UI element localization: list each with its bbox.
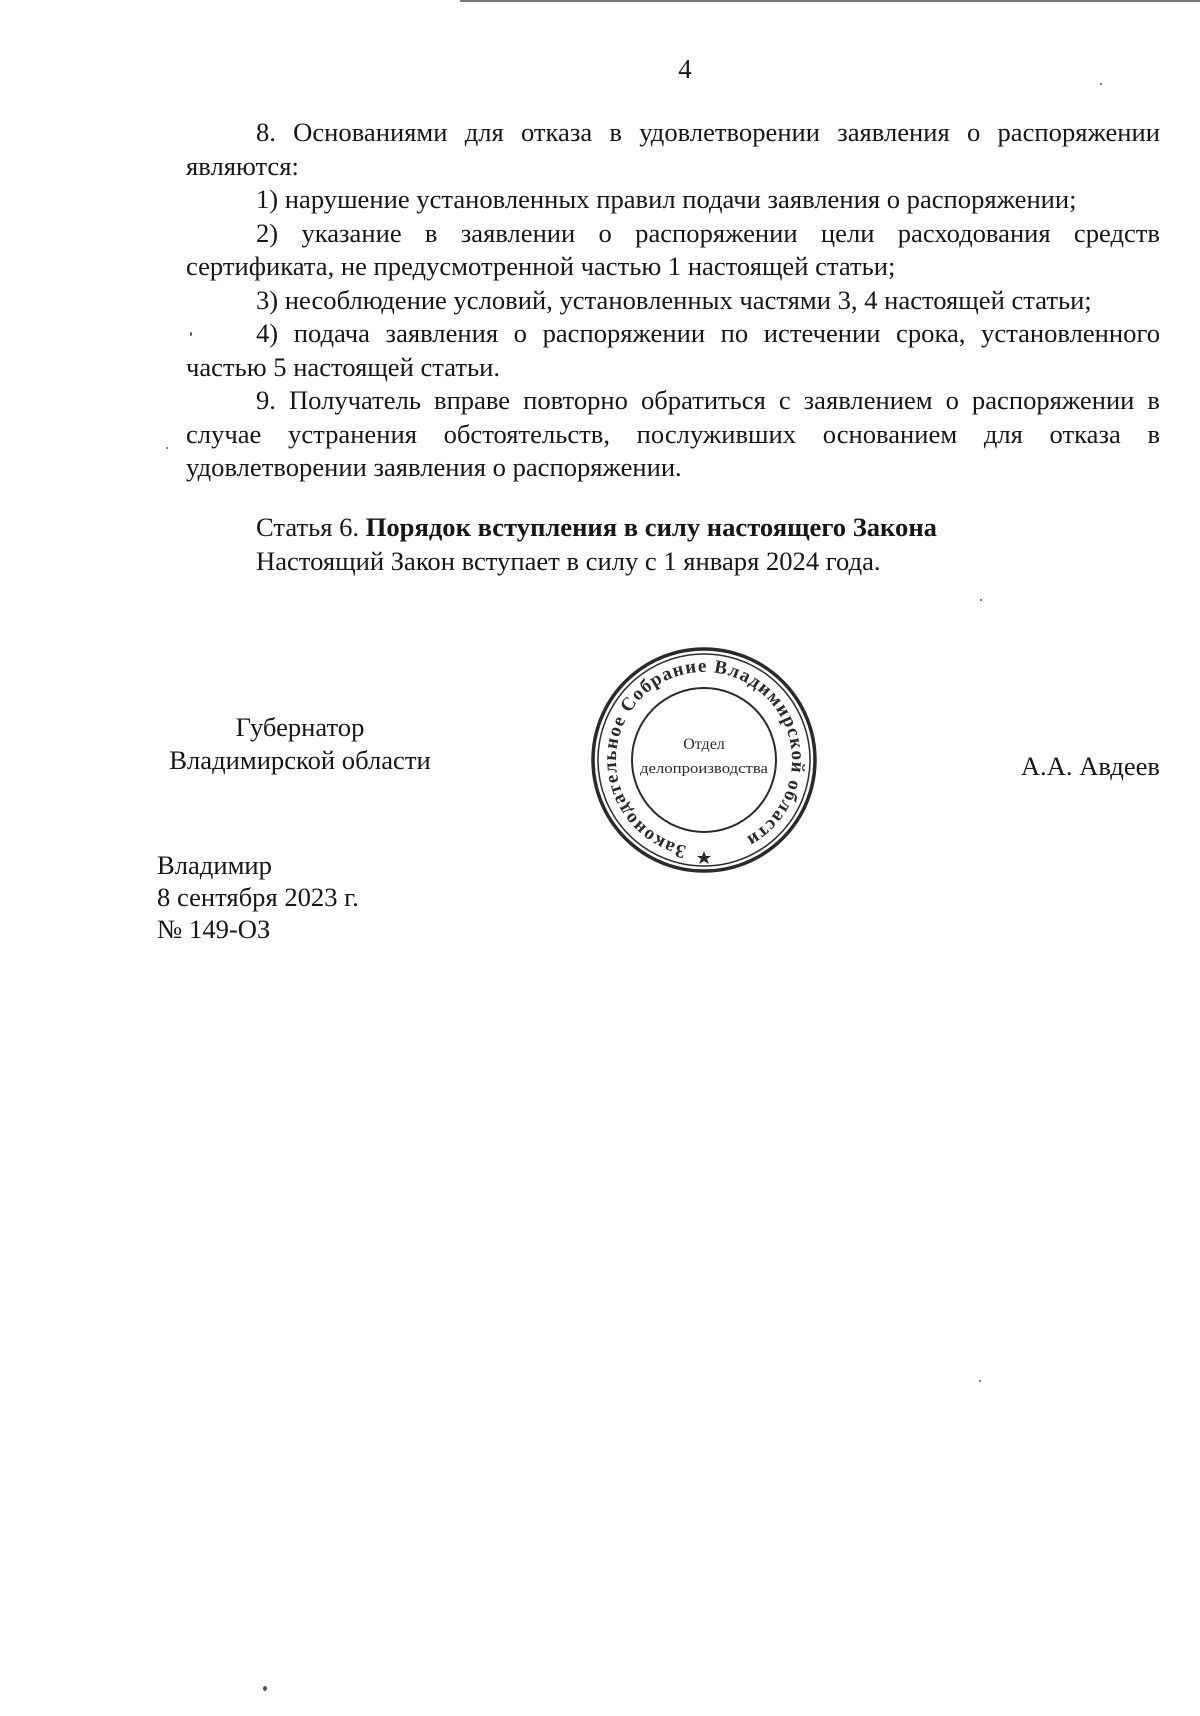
seal-outer-ring — [593, 649, 815, 871]
top-edge-rule — [460, 0, 1200, 2]
seal-ring-text: Законодательное Собрание Владимирской области — [599, 655, 809, 862]
paragraph-9: 9. Получатель вправе повторно обратиться с заявлением о распоряжении в случае устранения обстоятельств, послуживших основанием для отказа в удовлетворении заявления о распоряжении. — [186, 385, 1160, 482]
scan-speck — [166, 447, 168, 449]
paragraph-8-item-4: 4) подача заявления о распоряжении по истечении срока, установленного частью 5 настоящей статьи. — [186, 318, 1160, 382]
document-body — [186, 116, 1160, 485]
place-city: Владимир — [157, 850, 272, 880]
article-title: Порядок вступления в силу настоящего Закона — [365, 512, 937, 542]
paragraph-8-item-2: 2) указание в заявлении о распоряжении цели расходования средств сертификата, не предусмотренной частью 1 настоящей статьи; — [186, 217, 1160, 281]
paragraph-8-item-3: 3) несоблюдение условий, установленных частями 3, 4 настоящей статьи; — [256, 284, 1092, 315]
place-date-number — [157, 849, 359, 945]
scan-speck — [979, 1380, 981, 1382]
signer-name: А.А. Авдеев — [1020, 751, 1160, 781]
signer-position-line-2: Владимирской области — [169, 745, 431, 775]
page-number: 4 — [678, 54, 692, 84]
seal-outer-ring-inner — [598, 654, 810, 866]
paragraph-8-item-1: 1) нарушение установленных правил подачи заявления о распоряжении; — [256, 184, 1077, 214]
seal-star-icon — [697, 851, 711, 864]
article-label: Статья 6. — [256, 512, 360, 542]
paragraph-8: 8. Основаниями для отказа в удовлетворении заявления о распоряжении являются: — [186, 117, 1160, 181]
scan-speck — [190, 332, 192, 336]
seal-center-line-1: Отдел — [683, 736, 725, 753]
seal-center-line-2: делопроизводства — [640, 761, 769, 777]
article-text: Настоящий Закон вступает в силу с 1 января 2024 года. — [256, 545, 881, 576]
article-heading — [186, 511, 1160, 545]
seal-inner-ring — [632, 688, 776, 832]
law-number: № 149-ОЗ — [157, 914, 271, 944]
signer-position-line-1: Губернатор — [235, 712, 365, 742]
seal-stamp — [589, 645, 819, 875]
scan-speck — [263, 1686, 267, 1691]
scan-speck — [1100, 83, 1102, 85]
signer-position — [150, 711, 450, 777]
article-6 — [186, 511, 1160, 578]
place-date: 8 сентября 2023 г. — [157, 882, 359, 912]
scan-speck — [980, 599, 982, 601]
